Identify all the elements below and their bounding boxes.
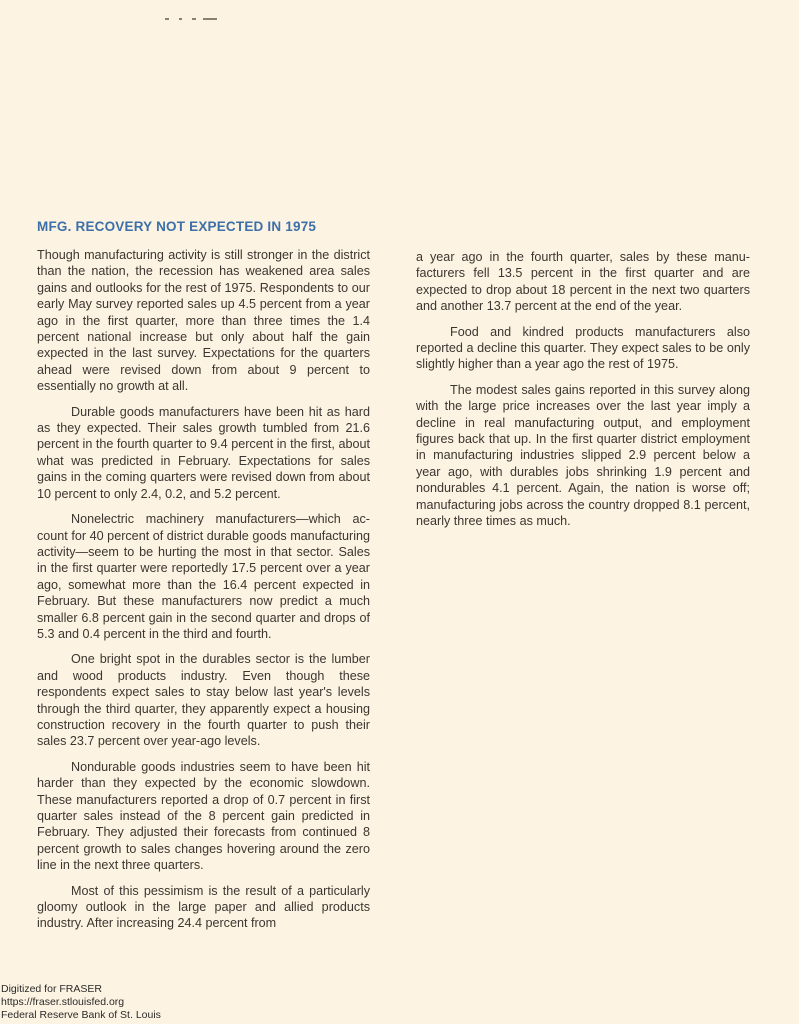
paragraph: Food and kindred products manufacturers also reported a decline this quarter. They expect sales to be only slightly higher than a year ago the rest of 1975.	[416, 324, 750, 372]
paragraph: The modest sales gains reported in this survey along with the large price increases over the last year imply a decline in real manufacturing output, and employment figures back that up. In the first quarter district employment in manufacturing industries slipped 2.9 percent below a year ago, with durables jobs shrinking 1.9 percent and nondurables 4.1 percent. Again, the nation is worse off; manufacturing jobs across the country dropped 8.1 percent, nearly three times as much.	[416, 382, 750, 529]
footer-link[interactable]: https://fraser.stlouisfed.org	[1, 996, 125, 1008]
paragraph: Durable goods manufacturers have been hit as hard as they expected. Their sales growth tumbled from 21.6 percent in the fourth quarter to 9.4 percent in the first, about what was predicted in February. Expectations for sales gains in the coming quarters were revised down from about 10 percent to only 2.4, 0.2, and 5.2 percent.	[37, 404, 370, 501]
paragraph: Though manufacturing activity is still stronger in the district than the nation, the recession has weakened area sales gains and outlooks for the rest of 1975. Respondents to our early May survey reported sales up 4.5 percent from a year ago in the first quarter, more than three times the 1.4 percent national increase but only about half the gain expected in the last survey. Expectations for the quarters ahead were revised down from about 9 percent to essentially no growth at all.	[37, 248, 370, 394]
footer-line: Federal Reserve Bank of St. Louis	[1, 1009, 161, 1021]
fraser-footer	[1, 983, 161, 1022]
section-heading: MFG. RECOVERY NOT EXPECTED IN 1975	[37, 219, 317, 234]
left-column	[37, 247, 370, 941]
footer-line: Digitized for FRASER	[1, 983, 102, 995]
right-column	[416, 249, 750, 539]
paragraph: a year ago in the fourth quarter, sales by these manufacturers fell 13.5 percent in the first quarter and are expected to drop about 18 percent in the next two quarters and another 13.7 percent at the end of the year.	[416, 250, 750, 314]
paragraph: One bright spot in the durables sector is the lumber and wood products industry. Even though these respondents expect sales to stay below last year's levels through the third quarter, they apparently expect a housing construction recovery in the fourth quarter to push their sales 23.7 percent over year-ago levels.	[37, 652, 370, 749]
paragraph: Nonelectric machinery manufacturers—which account for 40 percent of district durable goods manufacturing activity—seem to be hurting the most in that sector. Sales in the first quarter were reportedly 17.5 percent over a year ago, somewhat more than the 16.4 percent expected in February. But these manufacturers now predict a much smaller 6.8 percent gain in the second quarter and drops of 5.3 and 0.4 percent in the third and fourth.	[37, 512, 370, 641]
paragraph: Nondurable goods industries seem to have been hit harder than they expected by the economic slowdown. These manufacturers reported a drop of 0.7 percent in first quarter sales instead of the 8 percent gain predicted in February. They adjusted their forecasts from continued 8 percent growth to sales changes hovering around the zero line in the next three quarters.	[37, 759, 370, 873]
scan-mark	[165, 18, 217, 21]
paragraph: Most of this pessimism is the result of a particularly gloomy outlook in the large paper and allied products industry. After increasing 24.4 percent from	[37, 883, 370, 931]
